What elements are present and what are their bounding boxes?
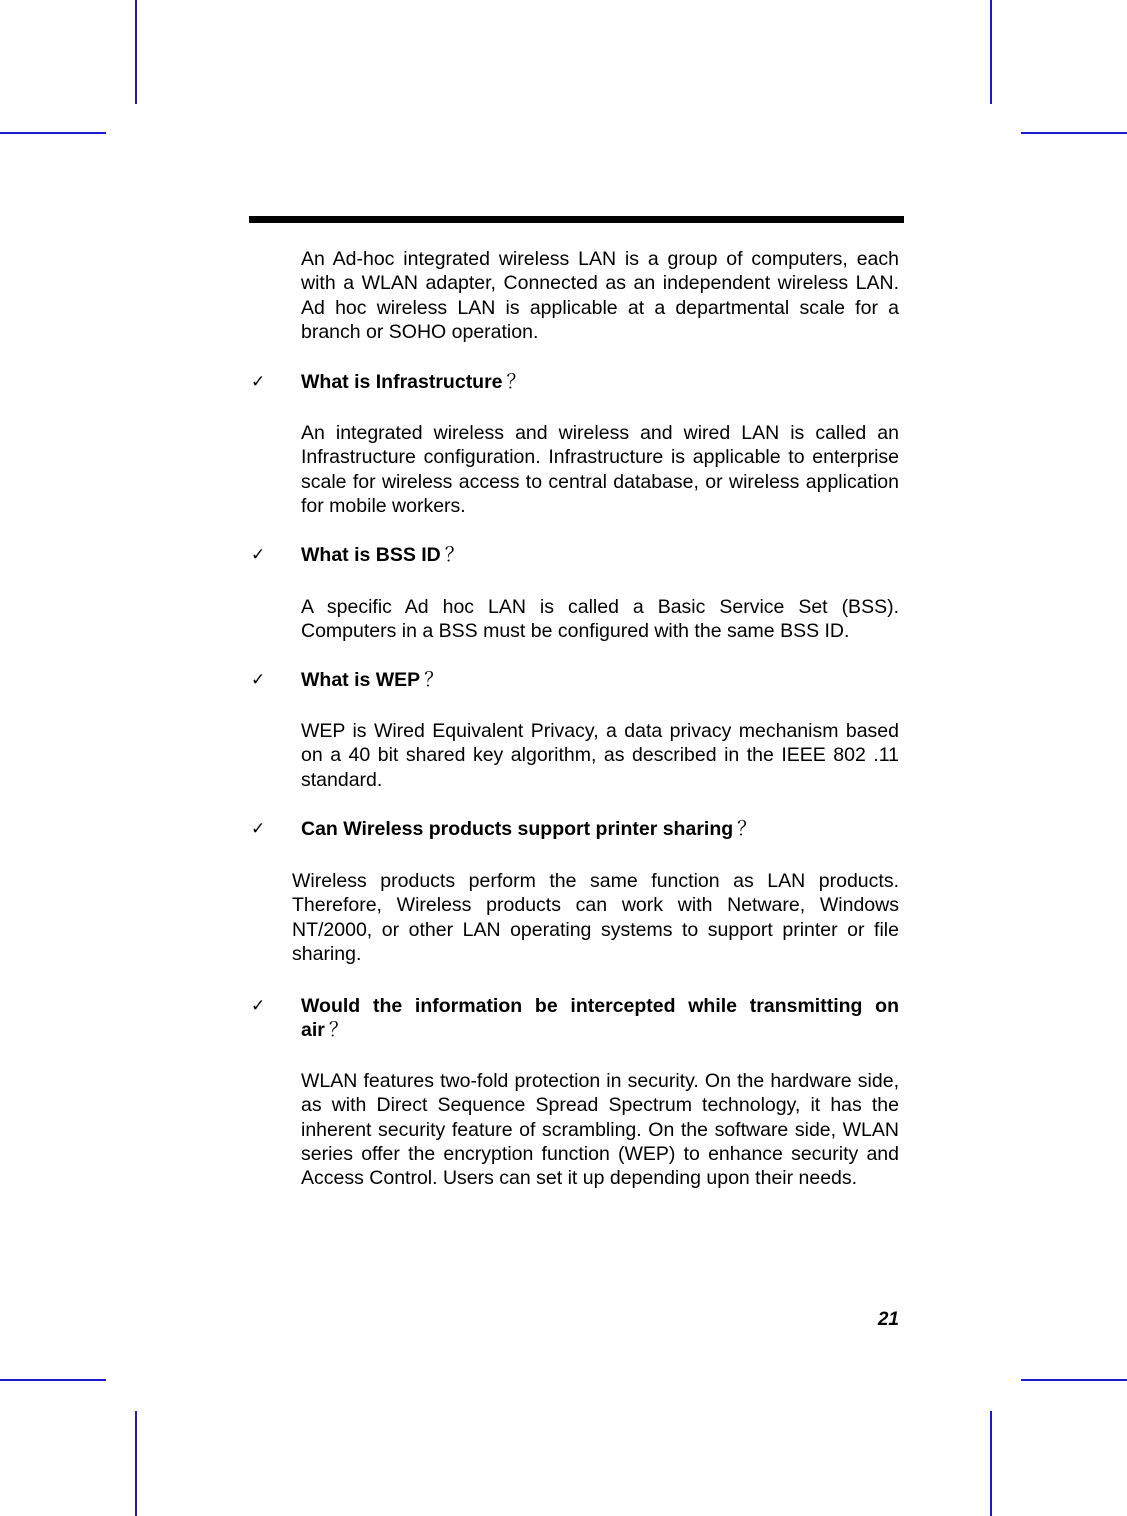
- question-text: Would the information be intercepted while transmitting on air: [301, 995, 899, 1042]
- checkmark-icon: ✓: [251, 819, 266, 839]
- header-rule: [249, 216, 904, 223]
- crop-mark-bottom-right-horizontal: [1021, 1379, 1127, 1381]
- crop-mark-top-left-vertical: [135, 0, 137, 104]
- checkmark-icon: ✓: [251, 372, 266, 392]
- question-mark: ？: [424, 668, 444, 691]
- faq-answer-3: WEP is Wired Equivalent Privacy, a data privacy mechanism based on a 40 bit shared key algorithm, as described in the IEEE 802 .11 standard.: [301, 720, 899, 791]
- crop-mark-top-right-horizontal: [1021, 132, 1127, 134]
- question-text: What is WEP: [301, 669, 421, 691]
- checkmark-icon: ✓: [251, 996, 266, 1016]
- question-text: What is BSS ID: [301, 544, 441, 566]
- faq-answer-4: Wireless products perform the same function as LAN products. Therefore, Wireless products can work with Netware, Windows NT/2000, or other LAN operating systems to support printer or file sharing.: [292, 870, 899, 965]
- checkmark-icon: ✓: [251, 545, 266, 565]
- faq-answer-1: An integrated wireless and wireless and wired LAN is called an Infrastructure configuration. Infrastructure is applicable to enterprise scale for wireless access to central database, or wireless application for mobile workers.: [301, 422, 899, 517]
- question-mark: ？: [444, 543, 465, 566]
- crop-mark-bottom-right-vertical: [990, 1411, 992, 1516]
- question-mark: ？: [506, 370, 527, 393]
- intro-paragraph: An Ad-hoc integrated wireless LAN is a group of computers, each with a WLAN adapter, Connected as an independent wireless LAN. Ad hoc wireless LAN is applicable at a departmental scale for a branch or SOHO operation.: [301, 248, 899, 343]
- question-mark: ？: [737, 817, 757, 840]
- crop-mark-bottom-left-vertical: [135, 1411, 137, 1516]
- question-mark: ？: [328, 1018, 349, 1042]
- crop-mark-top-left-horizontal: [0, 132, 106, 134]
- checkmark-icon: ✓: [251, 670, 266, 690]
- question-text: Can Wireless products support printer sharing: [301, 818, 734, 840]
- faq-answer-2: A specific Ad hoc LAN is called a Basic Service Set (BSS). Computers in a BSS must be configured with the same BSS ID.: [301, 596, 899, 643]
- page-number: 21: [877, 1309, 899, 1330]
- question-text: What is Infrastructure: [301, 371, 503, 393]
- crop-mark-bottom-left-horizontal: [0, 1379, 106, 1381]
- crop-mark-top-right-vertical: [990, 0, 992, 104]
- faq-answer-5: WLAN features two-fold protection in security. On the hardware side, as with Direct Sequence Spread Spectrum technology, it has the inherent security feature of scrambling. On the software side, WLAN series offer the encryption function (WEP) to enhance security and Access Control. Users can set it up depending upon their needs.: [301, 1070, 899, 1190]
